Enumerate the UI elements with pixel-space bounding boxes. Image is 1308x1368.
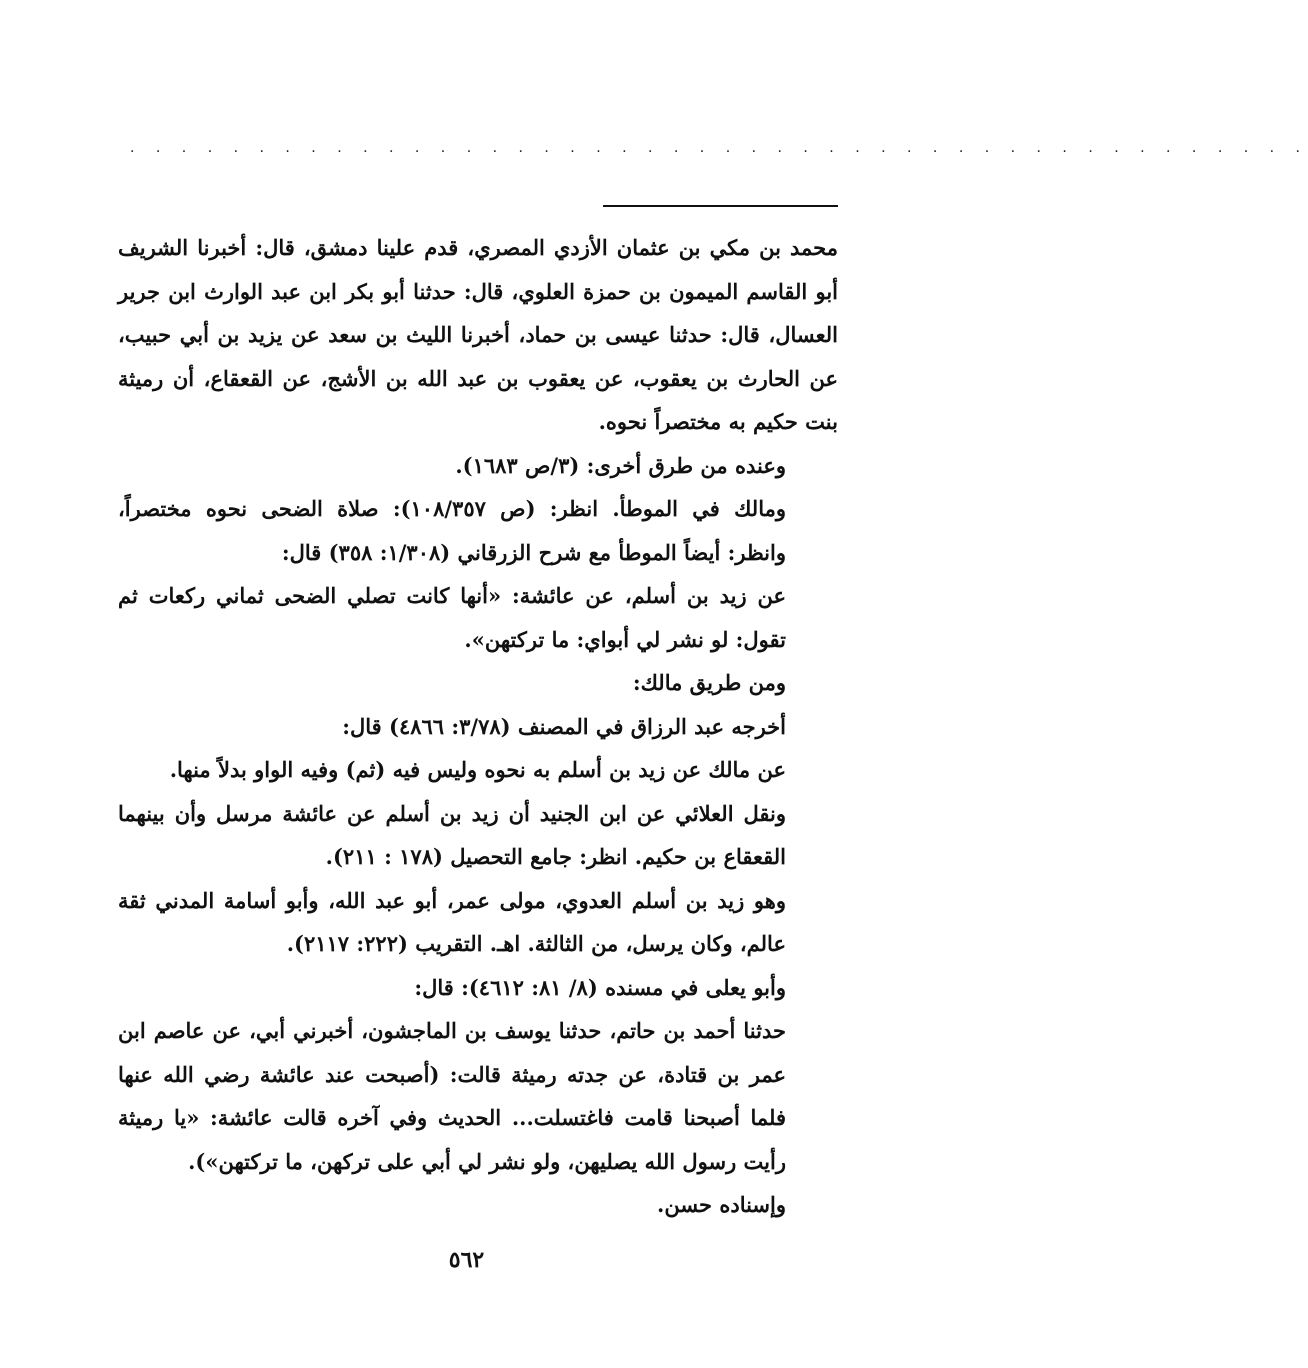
paragraph-abdurrazzaq: أخرجه عبد الرزاق في المصنف (٣/٧٨: ٤٨٦٦) قال: [342,713,786,739]
dotted-separator: . . . . . . . . . . . . . . . . . . . . . . . . . . . . . . . . . . . . . . . . . . . . . . [130,140,1308,156]
paragraph-malik-route: ومن طريق مالك: [632,670,786,695]
page-number: ٥٦٢ [448,1247,485,1273]
paragraph-abu-yala: وأبو يعلى في مسنده (٨/ ٨١: ٤٦١٢): قال: [414,974,786,1000]
paragraph-alalai: ونقل العلائي عن ابن الجنيد أن زيد بن أسلم عن عائشة مرسل وأن بينهما القعقاع بن حكيم. انظر: جامع التحصيل (١٧٨ : ٢١١). [118,800,786,869]
paragraph-malik-muwatta: ومالك في الموطأ. انظر: (ص ١٠٨/٣٥٧): صلاة الضحى نحوه مختصراً، وانظر: أيضاً الموطأ مع شرح الزرقاني (١/٣٠٨: ٣٥٨) قال: [118,496,786,565]
paragraph-zayd-aisha: عن زيد بن أسلم، عن عائشة: «أنها كانت تصلي الضحى ثماني ركعات ثم تقول: لو نشر لي أبواي: ما تركتهن». [118,583,786,652]
paragraph-zayd-biography: وهو زيد بن أسلم العدوي، مولى عمر، أبو عبد الله، وأبو أسامة المدني ثقة عالم، وكان يرسل، من الثالثة. اهـ. التقريب (٢٢٢: ٢١١٧). [118,887,786,956]
paragraph-malik-zayd: عن مالك عن زيد بن أسلم به نحوه وليس فيه (ثم) وفيه الواو بدلاً منها. [169,757,786,782]
paragraph-isnad-grade: وإسناده حسن. [657,1192,786,1217]
paragraph-other-routes: وعنده من طرق أخرى: (٣/ص ١٦٨٣). [455,452,786,478]
paragraph-ahmad-hatim: حدثنا أحمد بن حاتم، حدثنا يوسف بن الماجشون، أخبرني أبي، عن عاصم ابن عمر بن قتادة، عن جدته رميثة قالت: (أصبحت عند عائشة رضي الله عنها فلما أصبحنا قامت فاغتسلت... الحديث وفي آخره قالت عائشة: «يا رميثة رأيت رسول الله يصليهن، ولو نشر لي أبي على تركهن، ما تركتهن»). [118,1018,786,1174]
footnote-rule [603,205,838,207]
page-body [118,226,838,1227]
paragraph-isnad: محمد بن مكي بن عثمان الأزدي المصري، قدم علينا دمشق، قال: أخبرنا الشريف أبو القاسم الميمون بن حمزة العلوي، قال: حدثنا أبو بكر ابن عبد الوارث ابن جرير العسال، قال: حدثنا عيسى بن حماد، أخبرنا الليث بن سعد عن يزيد بن أبي حبيب، عن الحارث بن يعقوب، عن يعقوب بن عبد الله بن الأشج، عن القعقاع، أن رميثة بنت حكيم به مختصراً نحوه. [118,235,838,434]
